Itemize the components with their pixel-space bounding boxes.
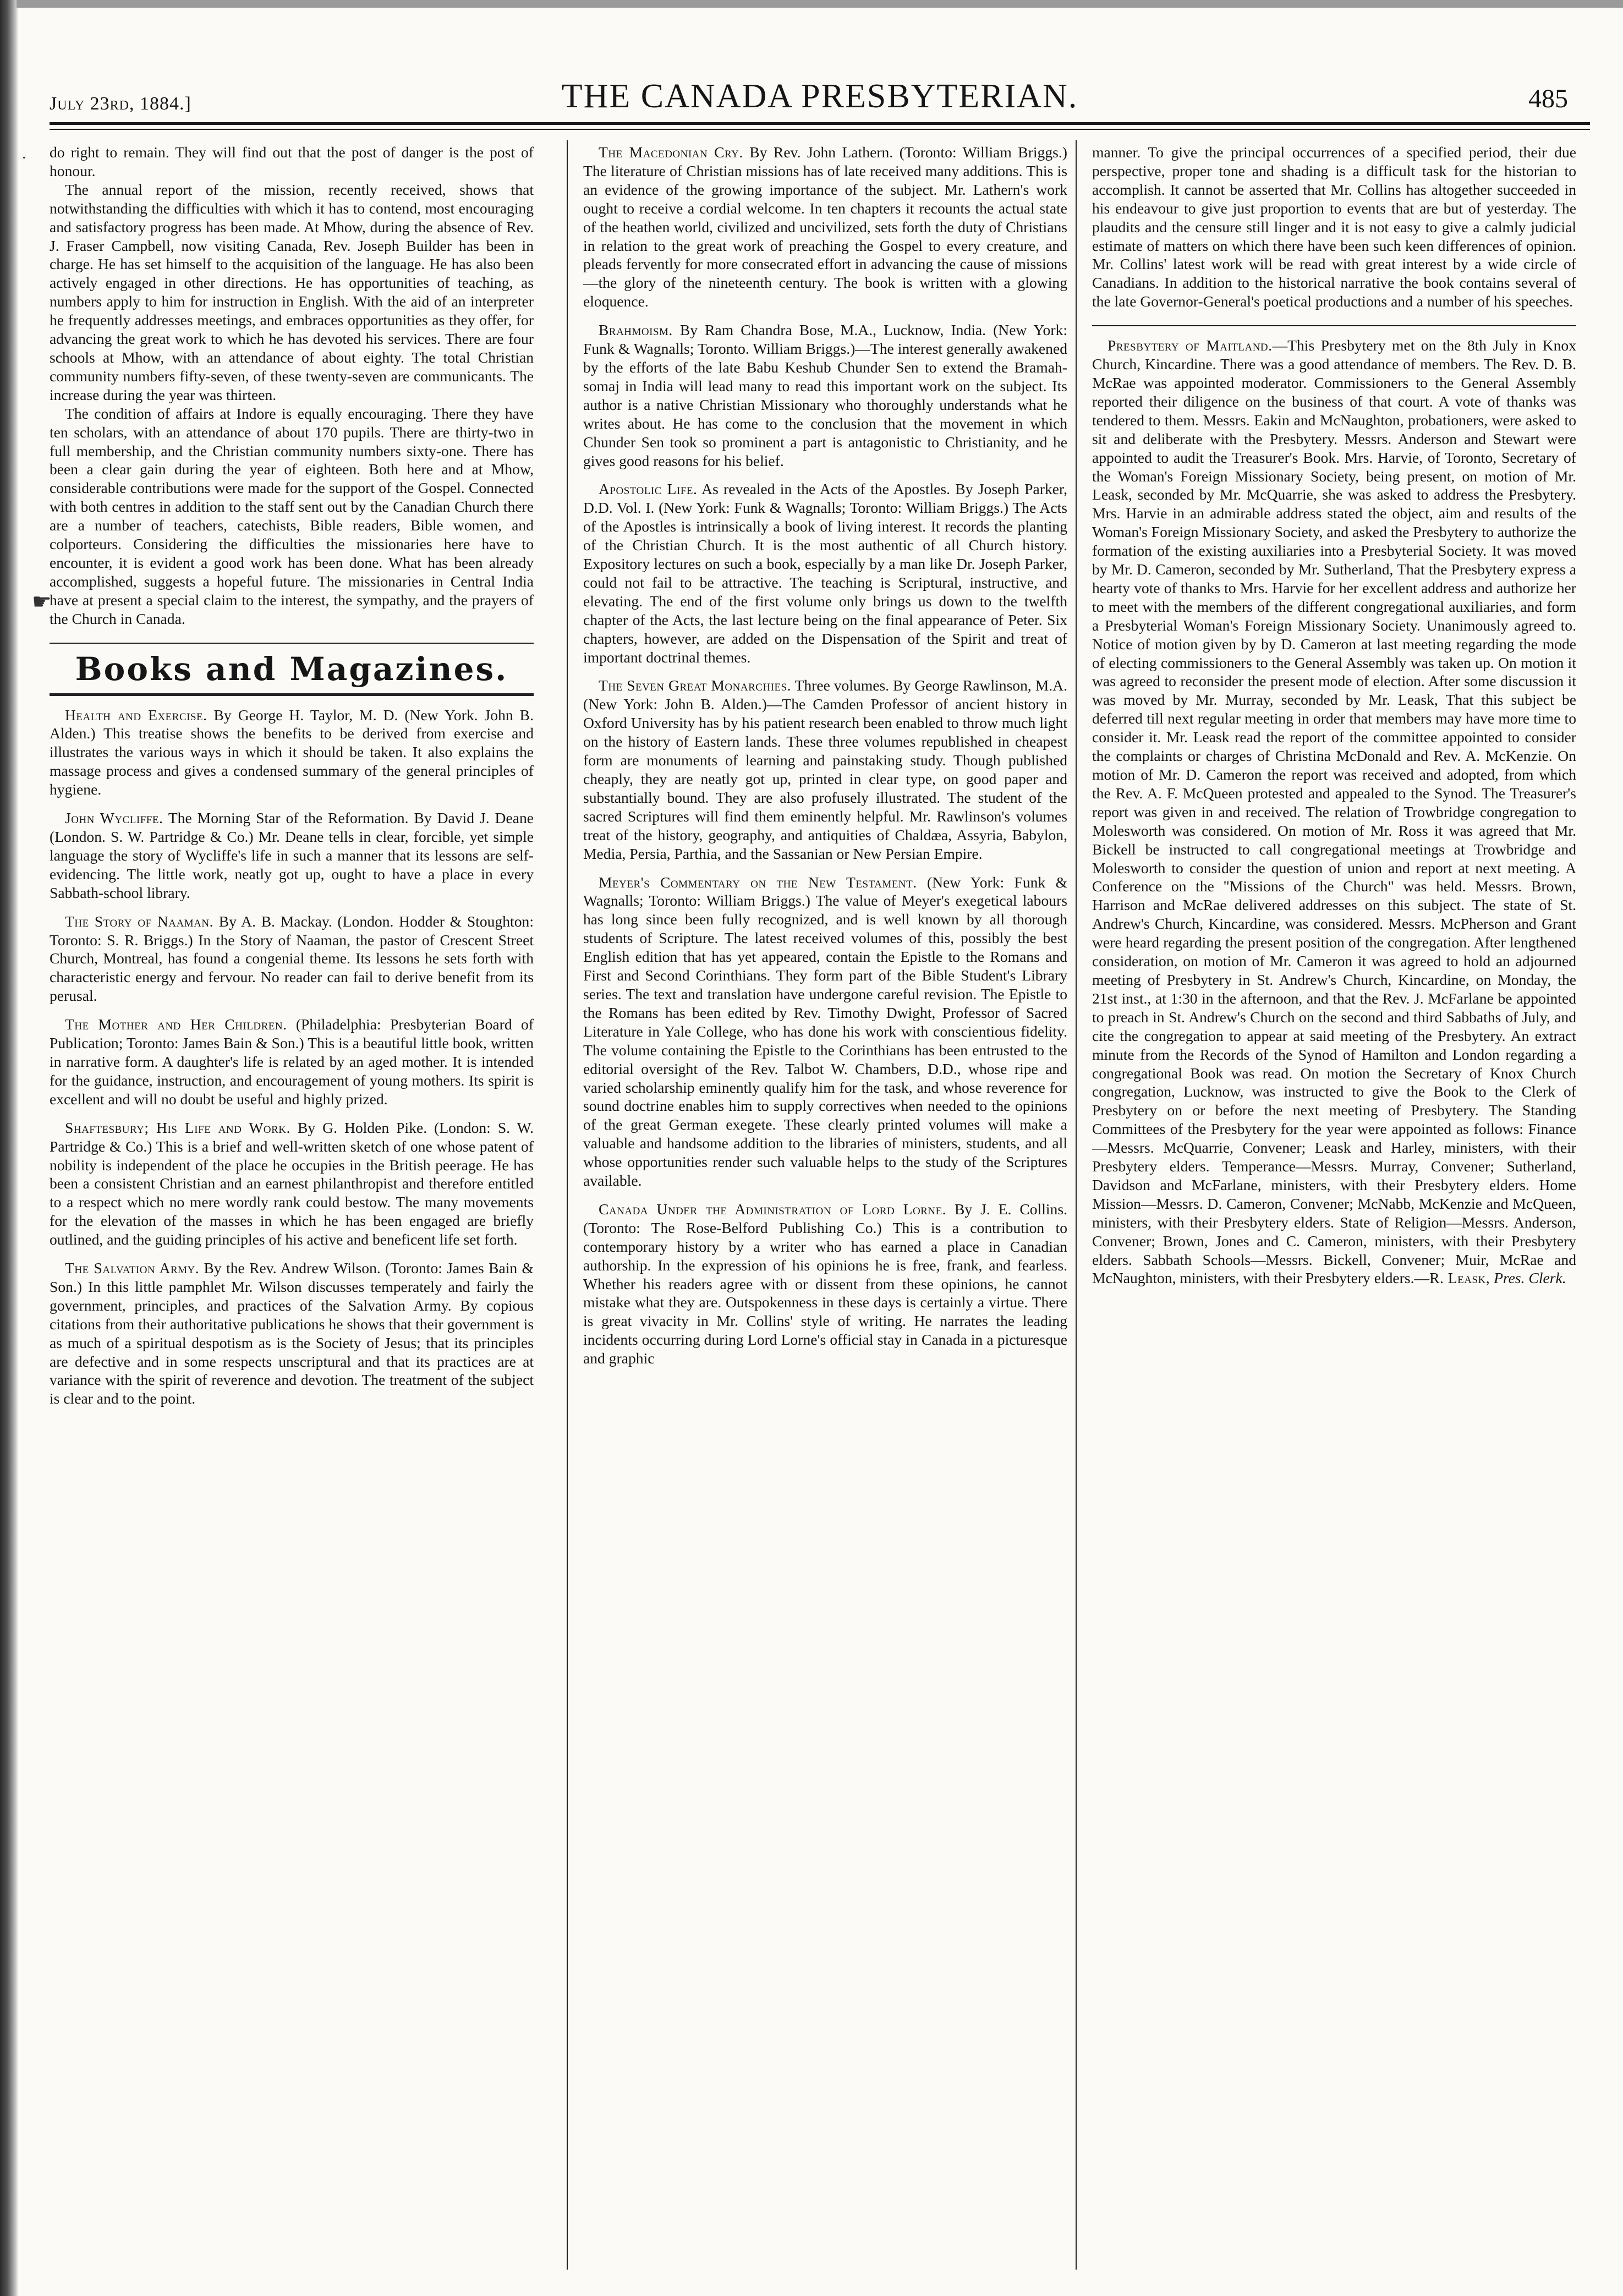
running-head: [50, 77, 1590, 127]
review-title: John Wycliffe.: [65, 809, 163, 827]
issue-date: July 23rd, 1884.]: [50, 94, 191, 114]
presbytery-heading: Presbytery of Maitland.: [1107, 337, 1273, 354]
header-rule-thin: [50, 129, 1590, 130]
review-body: By A. B. Mackay. (London. Hodder & Stoughton: Toronto: S. R. Briggs.) In the Story of Naaman, the pastor of Crescent Street Church, Montreal, has found a congenial theme. Its lessons he sets forth with characteristic energy and fervour. No reader can fail to derive benefit from its perusal.: [50, 912, 534, 1005]
mission-paragraph: The annual report of the mission, recently received, shows that notwithstanding the difficulties with which it has to contend, most encouraging and satisfactory progress has been made. At Mhow, during the absence of Rev. J. Fraser Campbell, now visiting Canada, Rev. Joseph Builder has been in charge. He has set himself to the acquisition of the language. He has also been actively engaged in other directions. He has opportunities of teaching, as numbers apply to him for instruction in English. With the aid of an interpreter he frequently addresses meetings, and embraces opportunities as they offer, for advancing the great work to which he has devoted his services. There are four schools at Mhow, with an attendance of about eighty. The total Christian community numbers fifty-seven, of these twenty-seven are communicants. The increase during the year was thirteen.: [50, 180, 534, 403]
review-body: By Ram Chandra Bose, M.A., Lucknow, India. (New York: Funk & Wagnalls; Toronto. William Briggs.)—The interest generally awakened by the efforts of the late Babu Keshub Chunder Sen to extend the Bramah-somaj in India will lead many to read this important work on the subject. Its author is a native Christian Missionary who thoroughly understands what he writes about. He has come to the conclusion that the movement in which Chunder Sen took so prominent a part is antagonistic to Christianity, and he gives good reasons for his belief.: [583, 321, 1067, 469]
review-title: The Salvation Army.: [65, 1259, 200, 1277]
column-3: [1092, 143, 1576, 2272]
review-title: The Mother and Her Children.: [65, 1016, 287, 1033]
column-rule-2: [1076, 140, 1077, 2270]
review: [583, 480, 1067, 666]
top-border: [17, 0, 1623, 8]
review-body: By Rev. John Lathern. (Toronto: William Briggs.) The literature of Christian missions has of late received many additions. This is an evidence of the growing importance of the subject. Mr. Lathern's work ought to receive a cordial welcome. In ten chapters it recounts the actual state of the heathen world, civilized and uncivilized, sets forth the duty of Christians in relation to the great work of preaching the Gospel to every creature, and pleads fervently for more consecrated effort in advancing the cause of missions—the glory of the nineteenth century. The book is written with a glowing eloquence.: [583, 144, 1067, 310]
review-title: Brahmoism.: [599, 321, 673, 339]
signature-title: Pres. Clerk.: [1494, 1269, 1566, 1287]
column-rule-1: [567, 140, 568, 2270]
review-body: (Philadelphia: Presbyterian Board of Publication; Toronto: James Bain & Son.) This is a beautiful little book, written in narrative form. A daughter's life is related by an aged mother. It is intended for the guidance, instruction, and encouragement of young mothers. Its spirit is excellent and will no doubt be useful and highly prized.: [50, 1016, 534, 1108]
review: [583, 1200, 1067, 1368]
scan-edge: [0, 0, 19, 2296]
margin-mark: .: [22, 144, 26, 162]
review-title: The Seven Great Monarchies.: [599, 677, 792, 694]
review: [50, 1119, 534, 1249]
review-continuation: manner. To give the principal occurrences of a specified period, their due perspective, proper tone and shading is a difficult task for the historian to accomplish. It cannot be asserted that Mr. Collins has altogether succeeded in his endeavour to give just proportion to events that are but of yesterday. The plaudits and the censure still linger and it is not easy to give a calmly judicial estimate of matters on which there have been such keen differences of opinion. Mr. Collins' latest work will be read with great interest by a wide circle of Canadians. In addition to the historical narrative the book contains several of the late Governor-General's poetical productions and a number of his speeches.: [1092, 144, 1576, 310]
review-title: Meyer's Commentary on the New Testament.: [599, 873, 917, 891]
column-2: [583, 143, 1067, 2272]
review-title: The Macedonian Cry.: [599, 144, 743, 161]
header-rule-thick: [50, 122, 1590, 125]
review-body: Three volumes. By George Rawlinson, M.A. (New York: John B. Alden.)—The Camden Professor of ancient history in Oxford University has by his patient research been enabled to throw much light on the history of Eastern lands. These three volumes republished in cheapest form are monuments of learning and painstaking study. Though published cheaply, they are neatly got up, printed in clear type, on good paper and substantially bound. They are also profusely illustrated. The student of the sacred Scriptures will find them eminently helpful. Mr. Rawlinson's volumes treat of the history, geography, and antiquities of Chaldæa, Assyria, Babylon, Media, Persia, Parthia, and the Sassanian or New Persian Empire.: [583, 677, 1067, 862]
review-title: Apostolic Life.: [599, 480, 698, 498]
review-body: (New York: Funk & Wagnalls; Toronto: William Briggs.) The value of Meyer's exegetical labours has long since been fully recognized, and is well known by all thorough students of Scripture. The latest received volumes of this, possibly the best English edition that has yet appeared, contain the Epistle to the Romans and First and Second Corinthians. They form part of the Bible Student's Library series. The text and translation have undergone careful revision. The Epistle to the Romans has been edited by Rev. Timothy Dwight, Professor of Sacred Literature in Yale College, who has done his work with conscientious fidelity. The volume containing the Epistle to the Corinthians has been entrusted to the editorial oversight of the Rev. Talbot W. Chambers, D.D., whose ripe and varied scholarship eminently qualify him for the task, and whose reverence for sound doctrine enables him to supply correctives when needed to the opinions of the great German exegete. These clearly printed volumes will make a valuable and handsome addition to the libraries of ministers, students, and all whose opportunities render such valuable helps to the study of the Scriptures available.: [583, 873, 1067, 1190]
section-rule-bottom: [50, 693, 534, 696]
review-title: Health and Exercise.: [65, 706, 207, 724]
review-body: As revealed in the Acts of the Apostles. By Joseph Parker, D.D. Vol. I. (New York: Funk & Wagnalls; Toronto: William Briggs.) The Acts of the Apostles is intrinsically a book of living interest. It records the planting of the Christian Church. It is the most authentic of all Church history. Expository lectures on such a book, especially by a man like Dr. Joseph Parker, could not fail to be attractive. The teaching is Scriptural, instructive, and elevating. The end of the first volume only brings us down to the twelfth chapter of the Acts, the last lecture being on the final appearance of Peter. Six chapters, however, are added on the Dispensation of the Spirit and treat of important doctrinal themes.: [583, 480, 1067, 666]
review-body: By J. E. Collins. (Toronto: The Rose-Belford Publishing Co.) This is a contribution to contemporary history by a writer who has earned a place in Canadian authorship. In the expression of his opinions he is free, frank, and fearless. Whether his readers agree with or dissent from these opinions, he cannot mistake what they are. Outspokenness in these days is certainly a virtue. There is great vivacity in Mr. Collins' style of writing. He narrates the leading incidents occurring during Lord Lorne's official stay in Canada in a picturesque and graphic: [583, 1200, 1067, 1367]
presbytery-report: [1092, 336, 1576, 1287]
review-body: The Morning Star of the Reformation. By David J. Deane (London. S. W. Partridge & Co.) Mr. Deane tells in clear, forcible, yet simple language the story of Wycliffe's life in such a manner that its lessons are self-evidencing. The little work, neatly got up, ought to have a place in every Sabbath-school library.: [50, 809, 534, 901]
review-body: By George H. Taylor, M. D. (New York. John B. Alden.) This treatise shows the benefits to be derived from exercise and illustrates the various ways in which it should be taken. It also explains the massage process and gives a condensed summary of the general principles of hygiene.: [50, 706, 534, 798]
books-and-magazines-heading: Books and Magazines.: [75, 650, 508, 688]
column-1: [50, 143, 534, 2272]
review: [50, 809, 534, 902]
section-rule-top: [50, 643, 534, 644]
mission-paragraph: The condition of affairs at Indore is equally encouraging. There they have ten scholars, with an attendance of about 170 pupils. There are thirty-two in full membership, and the Christian community numbers sixty-one. There has been a clear gain during the year of eighteen. Both here and at Mhow, considerable contributions were made for the support of the Gospel. Connected with both centres in addition to the staff sent out by the Canadian Church there are a number of teachers, catechists, Bible readers, Bible women, and colporteurs. Considering the difficulties the missionaries here have to encounter, it is evident a good work has been done. What has been already accomplished, suggests a hopeful future. The missionaries in Central India have at present a special claim to the interest, the sympathy, and the prayers of the Church in Canada.: [50, 404, 534, 627]
review: [50, 912, 534, 1006]
review-body: By G. Holden Pike. (London: S. W. Partridge & Co.) This is a brief and well-written sketch of one whose patent of nobility is independent of the place he occupies in the British peerage. He has been a consistent Christian and an earnest philanthropist and therefore entitled to a respect which no mere wordly rank could bestow. The many movements for the elevation of the masses in which he has been engaged are briefly outlined, and the guiding principles of his active and beneficent life set forth.: [50, 1119, 534, 1248]
review: [583, 873, 1067, 1190]
review: [50, 706, 534, 799]
section-rule: [1092, 325, 1576, 326]
signature-name: R. Leask,: [1429, 1269, 1490, 1287]
presbytery-body: —This Presbytery met on the 8th July in Knox Church, Kincardine. There was a good attendance of members. The Rev. D. B. McRae was appointed moderator. Commissioners to the General Assembly reported their diligence on the business of that court. A vote of thanks was tendered to them. Messrs. Eakin and McNaughton, probationers, were asked to sit and deliberate with the Presbytery. Messrs. Anderson and Stewart were appointed to audit the Treasurer's Book. Mrs. Harvie, of Toronto, Secretary of the Woman's Foreign Missionary Society, being present, on motion of Mr. Leask, seconded by Mr. McQuarrie, she was asked to address the Presbytery. Mrs. Harvie in an admirable address stated the object, aim and results of the Woman's Foreign Missionary Society, and asked the Presbytery to authorize the formation of the existing auxiliaries into a Presbyterial Society. It was moved by Mr. D. Cameron, seconded by Mr. Sutherland, That the Presbytery express a hearty vote of thanks to Mrs. Harvie for her excellent address and authorize her to meet with the members of the different congregational auxiliaries, and form a Presbyterial Woman's Foreign Missionary Society. Unanimously agreed to. Notice of motion given by by D. Cameron at last meeting regarding the mode of electing commissioners to the General Assembly was taken up. On motion it was agreed to reconsider the present mode of election. After some discussion it was moved by Mr. Murray, seconded by Mr. Leask, That this subject be deferred till next regular meeting in order that members may have more time to consider it. Mr. Leask read the report of the committee appointed to consider the complaints or charges of Christina McDonald and Rev. A. McKenzie. On motion of Mr. D. Cameron the report was received and adopted, from which the Rev. A. F. McQueen protested and appealed to the Synod. The Treasurer's report was given in and received. The relation of Trowbridge congregation to Molesworth was considered. On motion of Mr. Ross it was agreed that Mr. Bickell be instructed to call congregational meetings at Trowbridge and Molesworth to consider the question of union and report at next meeting. A Conference on the "Missions of the Church" was held. Messrs. Brown, Harrison and McRae delivered addresses on this subject. The state of St. Andrew's Church, Kincardine, was considered. Messrs. McPherson and Grant were heard regarding the present position of the congregation. After lengthened consideration, on motion of Mr. Cameron it was agreed to hold an adjourned meeting of Presbytery in St. Andrew's Church, Kincardine, on Monday, the 21st inst., at 1:30 in the afternoon, and that the Rev. J. McFarlane be appointed to preach in St. Andrew's Church on the second and third Sabbaths of July, and cite the congregation to appear at said meeting of the Presbytery. An extract minute from the Records of the Synod of Hamilton and London regarding a congregational Book was read. On motion the Secretary of Knox Church congregation, Lucknow, was instructed to give the Book to the Clerk of Presbytery on or before the next meeting of Presbytery. The Standing Committees of the Presbytery for the year were appointed as follows: Finance—Messrs. McQuarrie, Convener; Leask and Harley, ministers, with their Presbytery elders. Temperance—Messrs. Murray, Convener; Sutherland, Davidson and McFarlane, ministers, with their Presbytery elders. Home Mission—Messrs. D. Cameron, Convener; McNabb, McKenzie and McQueen, ministers, with their Presbytery elders. State of Religion—Messrs. Anderson, Convener; Brown, Jones and C. Cameron, ministers, with their Presbytery elders. Sabbath Schools—Messrs. Bickell, Convener; Muir, McRae and McNaughton, ministers, with their Presbytery elders.—: [1092, 337, 1576, 1287]
review: [583, 676, 1067, 863]
review-body: By the Rev. Andrew Wilson. (Toronto: James Bain & Son.) In this little pamphlet Mr. Wilson discusses temperately and fairly the government, principles, and practices of the Salvation Army. By copious citations from their authoritative publications he shows that their government is as much of a spiritual despotism as is the Society of Jesus; that its principles are defective and in some respects unscriptural and that its practices are at variance with the spirit of reverence and devotion. The treatment of the subject is clear and to the point.: [50, 1259, 534, 1407]
review: [50, 1259, 534, 1408]
mission-paragraph: do right to remain. They will find out that the post of danger is the post of honour.: [50, 144, 534, 179]
review-title: The Story of Naaman.: [65, 912, 213, 930]
review-title: Canada Under the Administration of Lord Lorne.: [599, 1200, 947, 1218]
review-title: Shaftesbury; His Life and Work.: [65, 1119, 290, 1136]
pointing-hand-icon: ☛: [32, 589, 52, 614]
review: [50, 1015, 534, 1109]
page-number: 485: [1528, 84, 1568, 113]
review: [583, 143, 1067, 311]
newspaper-title: THE CANADA PRESBYTERIAN.: [561, 78, 1078, 115]
review: [583, 321, 1067, 470]
